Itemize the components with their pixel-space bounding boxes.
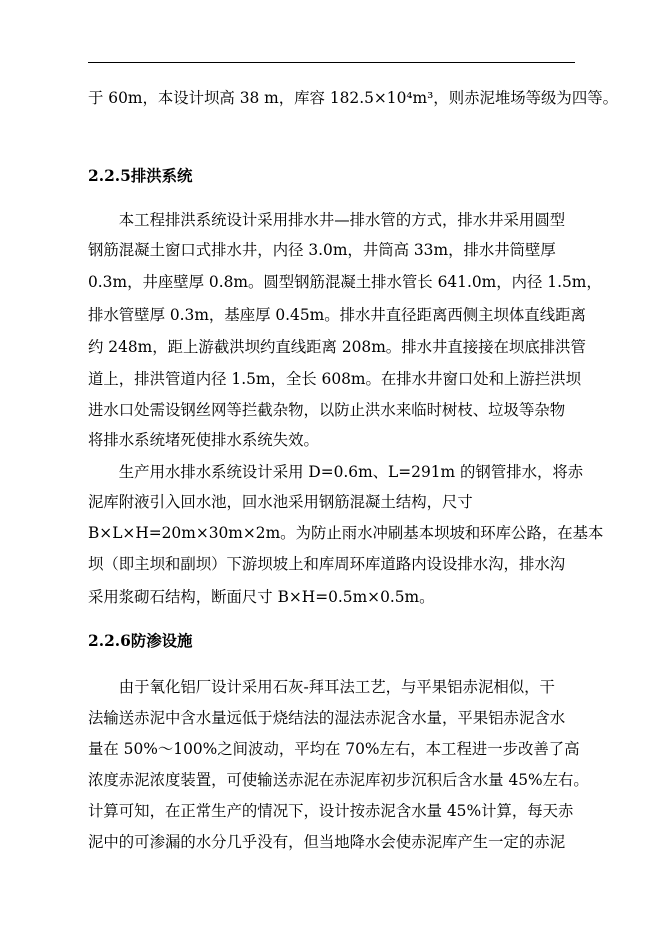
text-line: 计算可知，在正常生产的情况下，设计按赤泥含水量 45%计算，每天赤	[88, 802, 574, 820]
text-line: 于 60m，本设计坝高 38 m，库容 182.5×10⁴m³，则赤泥堆场等级为四等。	[88, 89, 618, 107]
text-line: 由于氧化铝厂设计采用石灰-拜耳法工艺，与平果铝赤泥相似，干	[88, 678, 555, 696]
text-line: 法输送赤泥中含水量远低于烧结法的湿法赤泥含水量，平果铝赤泥含水	[88, 709, 566, 727]
text-line: 泥中的可渗漏的水分几乎没有，但当地降水会使赤泥库产生一定的赤泥	[88, 833, 566, 851]
text-line: 采用浆砌石结构，断面尺寸 B×H=0.5m×0.5m。	[88, 588, 435, 606]
text-line: 将排水系统堵死使排水系统失效。	[88, 431, 319, 449]
text-line: 生产用水排水系统设计采用 D=0.6m、L=291m 的钢管排水，将赤	[88, 463, 584, 481]
text-line: 约 248m，距上游截洪坝约直线距离 208m。排水井直接接在坝底排洪管	[88, 338, 586, 356]
section-heading-2-2-5: 2.2.5排洪系统	[88, 167, 193, 185]
text-line: 坝（即主坝和副坝）下游坝坡上和库周环库道路内设设排水沟，排水沟	[88, 555, 566, 573]
text-line: 量在 50%～100%之间波动，平均在 70%左右，本工程进一步改善了高	[88, 740, 580, 758]
text-line: 进水口处需设钢丝网等拦截杂物，以防止洪水来临时树枝、垃圾等杂物	[88, 401, 566, 419]
text-line: 排水管壁厚 0.3m，基座厚 0.45m。排水井直径距离西侧主坝体直线距离	[88, 306, 586, 324]
header-rule	[88, 62, 575, 63]
text-line: 本工程排洪系统设计采用排水井—排水管的方式，排水井采用圆型	[88, 211, 566, 229]
text-line: 浓度赤泥浓度装置，可使输送赤泥在赤泥库初步沉积后含水量 45%左右。	[88, 771, 589, 789]
text-line: 道上，排洪管道内径 1.5m，全长 608m。在排水井窗口处和上游拦洪坝	[88, 370, 581, 388]
section-heading-2-2-6: 2.2.6防渗设施	[88, 632, 193, 650]
text-line: 钢筋混凝土窗口式排水井，内径 3.0m，井筒高 33m，排水井筒壁厚	[88, 241, 556, 259]
text-line: 0.3m，井座壁厚 0.8m。圆型钢筋混凝土排水管长 641.0m，内径 1.5m，	[88, 273, 602, 291]
text-line: B×L×H=20m×30m×2m。为防止雨水冲刷基本坝坡和环库公路，在基本	[88, 524, 604, 542]
text-line: 泥库附液引入回水池，回水池采用钢筋混凝土结构，尺寸	[88, 493, 473, 511]
